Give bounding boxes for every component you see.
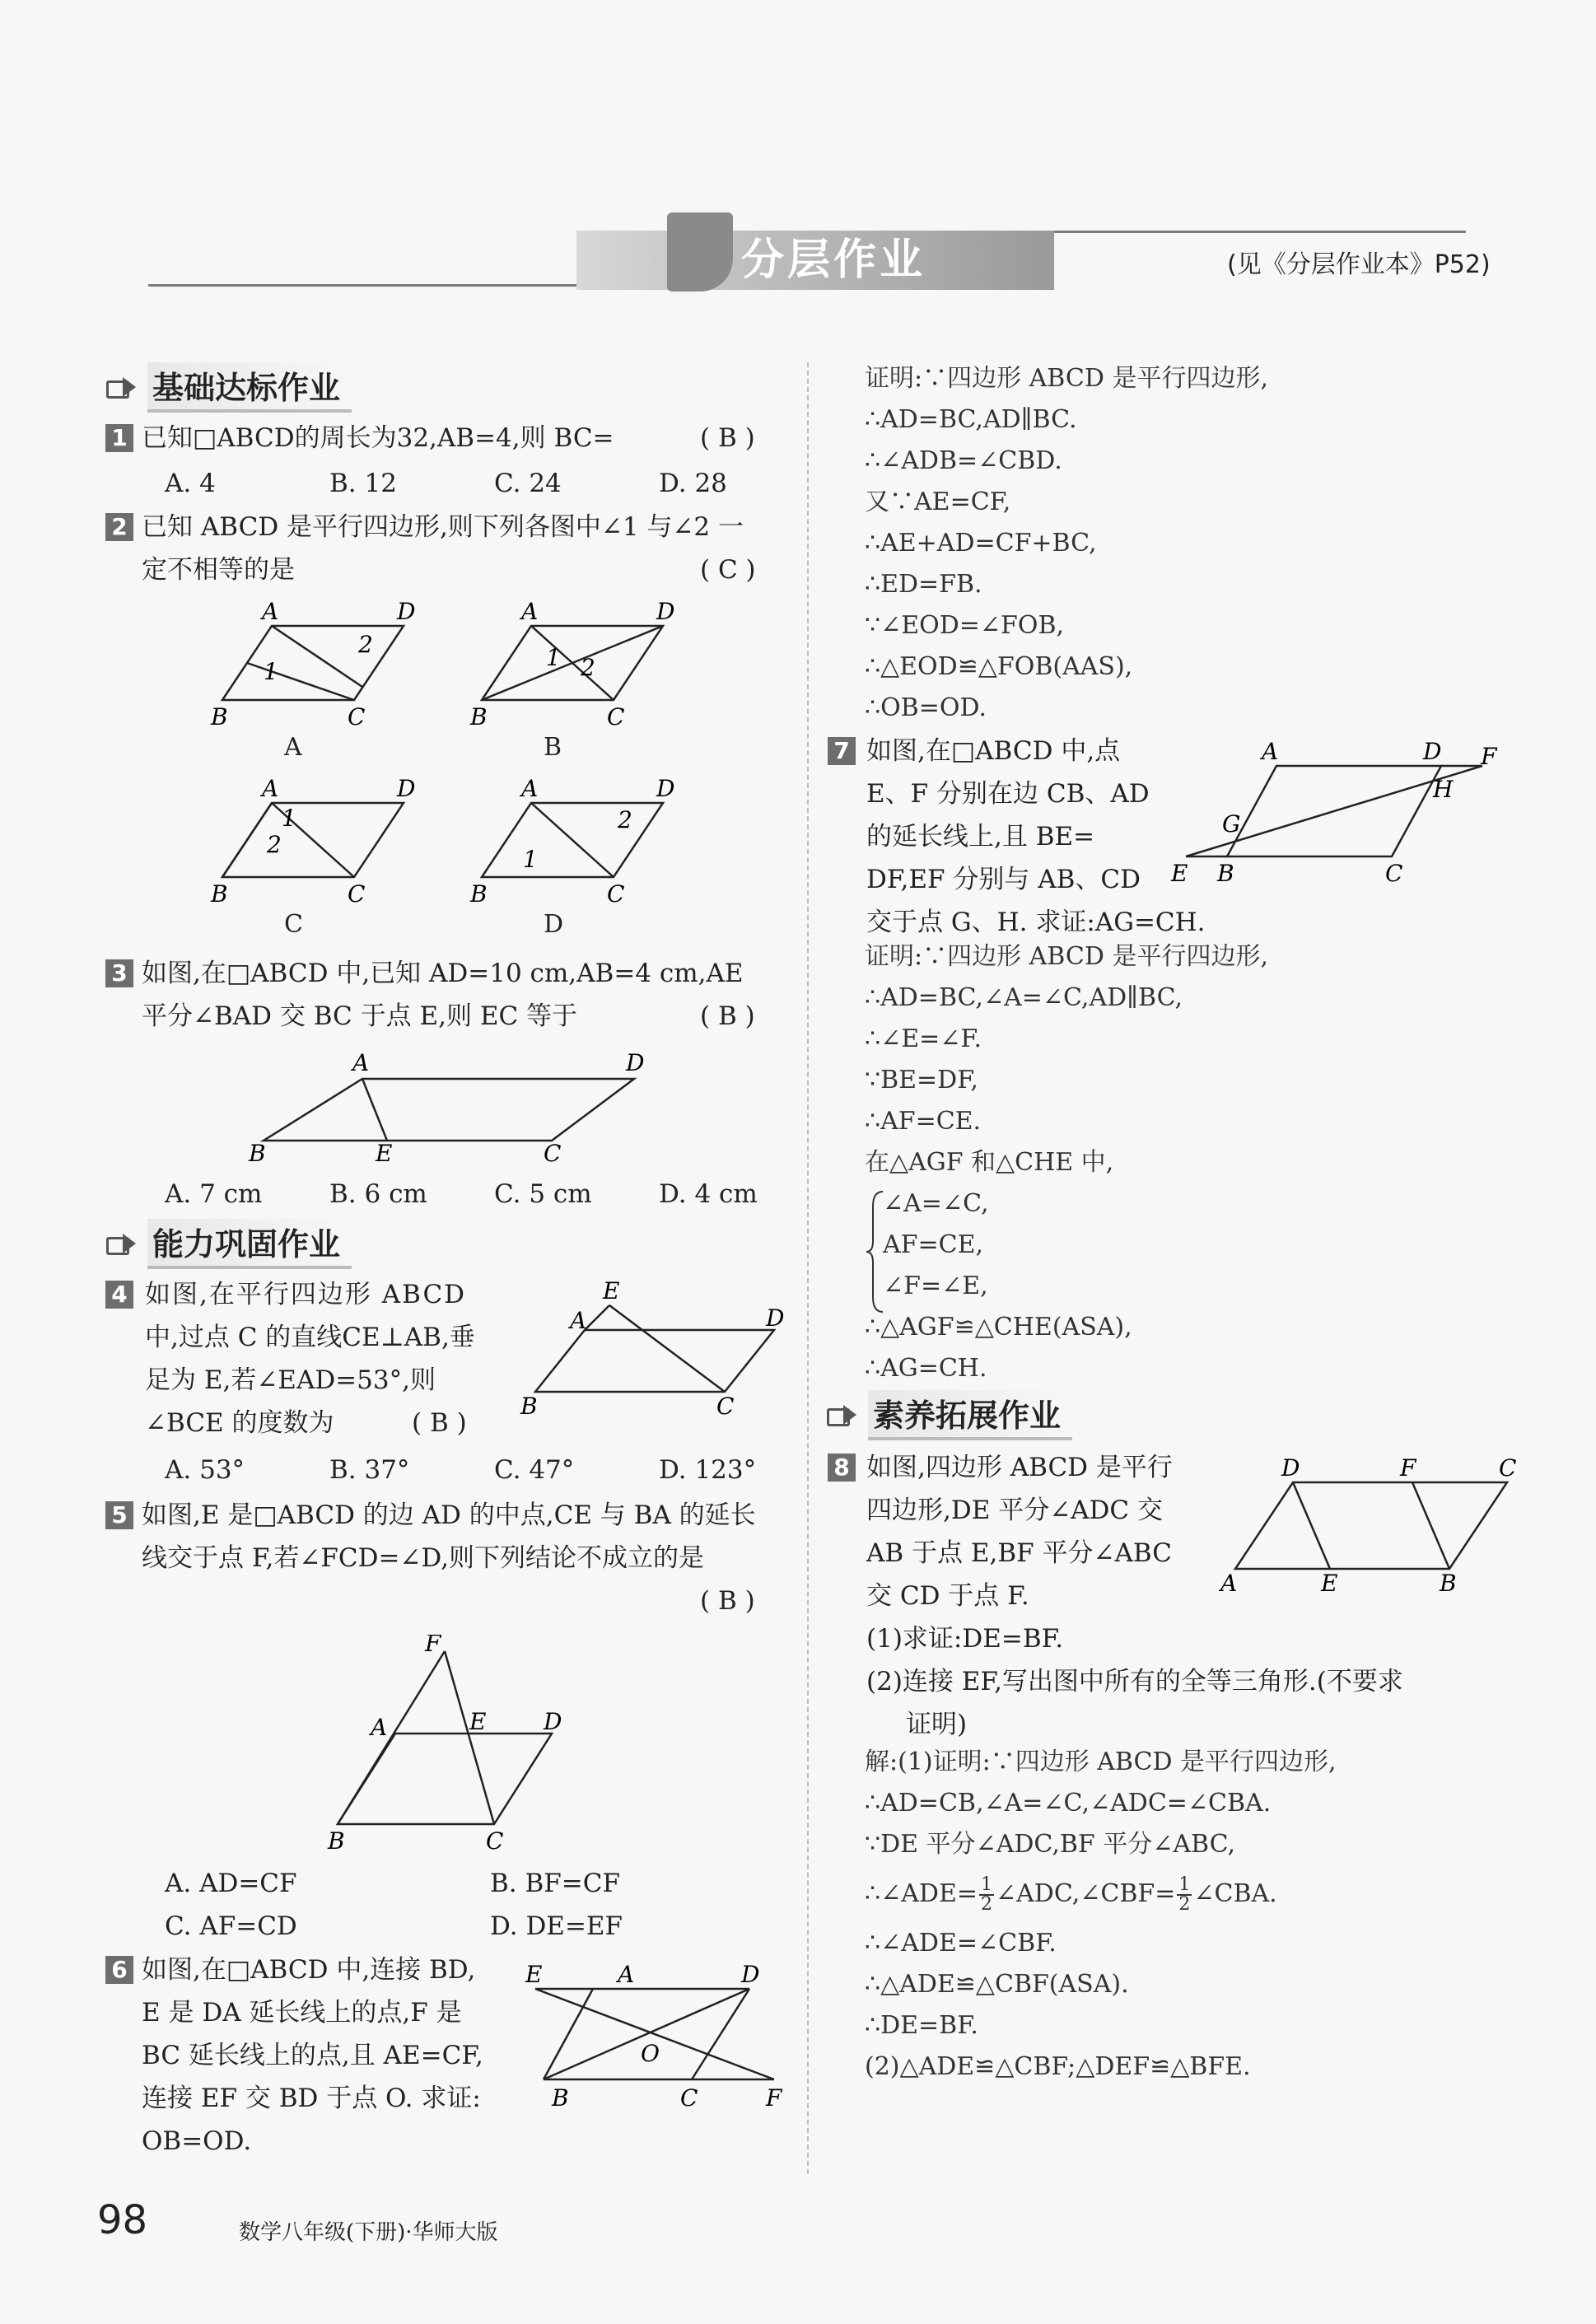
svg-text:O: O bbox=[641, 2040, 660, 2067]
q7-proof-line: ∴AG=CH. bbox=[865, 1354, 987, 1383]
q7-text-line1: 如图,在□ABCD 中,点 bbox=[866, 736, 1121, 766]
svg-text:D: D bbox=[397, 778, 416, 802]
arrow-icon bbox=[103, 369, 139, 405]
arrow-icon bbox=[824, 1397, 860, 1433]
q7-proof-line: ∴AD=BC,∠A=∠C,AD∥BC, bbox=[865, 983, 1183, 1012]
header-logo-icon bbox=[667, 212, 733, 292]
q3-answer: ( B ) bbox=[700, 1001, 755, 1031]
q3-option: D. 4 cm bbox=[659, 1179, 758, 1209]
svg-text:C: C bbox=[1385, 860, 1403, 887]
column-separator bbox=[807, 362, 809, 2174]
header-reference: (见《分层作业本》P52) bbox=[1227, 250, 1491, 279]
arrow-icon bbox=[103, 1225, 139, 1262]
q5-option: D. DE=EF bbox=[490, 1911, 623, 1941]
section-title: 能力巩固作业 bbox=[147, 1219, 352, 1269]
svg-text:D: D bbox=[656, 601, 675, 625]
svg-text:2: 2 bbox=[267, 831, 282, 858]
q8-frac-text-c: ∠CBA. bbox=[1193, 1879, 1277, 1908]
q1-text: 已知□ABCD的周长为32,AB=4,则 BC= bbox=[142, 423, 614, 453]
header-rule-left bbox=[148, 284, 576, 287]
svg-text:C: C bbox=[348, 880, 366, 908]
question-number: 7 bbox=[828, 737, 856, 765]
svg-text:E: E bbox=[603, 1281, 620, 1304]
q1-option: C. 24 bbox=[494, 469, 562, 498]
q7-text-line5: 交于点 G、H. 求证:AG=CH. bbox=[866, 908, 1206, 937]
q7-text-line2: E、F 分别在边 CB、AD bbox=[866, 779, 1150, 809]
q6-proof-line: ∴OB=OD. bbox=[865, 693, 987, 722]
svg-text:B: B bbox=[328, 1827, 345, 1855]
svg-text:A: A bbox=[521, 601, 539, 625]
svg-text:B: B bbox=[249, 1140, 266, 1167]
fraction-half bbox=[1177, 1876, 1192, 1914]
q8-solution-line: ∴AD=CB,∠A=∠C,∠ADC=∠CBA. bbox=[865, 1789, 1272, 1818]
svg-text:F: F bbox=[425, 1635, 441, 1657]
svg-text:D: D bbox=[1423, 738, 1442, 765]
page-number: 98 bbox=[97, 2197, 148, 2243]
q4-text-line3: 足为 E,若∠EAD=53°,则 bbox=[145, 1365, 436, 1395]
frac-den: 2 bbox=[1178, 1894, 1191, 1915]
svg-text:1: 1 bbox=[523, 846, 538, 873]
svg-text:A: A bbox=[1220, 1570, 1238, 1597]
svg-text:D: D bbox=[626, 1049, 645, 1076]
svg-text:C: C bbox=[348, 703, 366, 730]
q8-solution-fraction-line bbox=[865, 1871, 1277, 1917]
q8-text-line2: 四边形,DE 平分∠ADC 交 bbox=[866, 1496, 1163, 1525]
q3-text-line1: 如图,在□ABCD 中,已知 AD=10 cm,AB=4 cm,AE bbox=[142, 959, 744, 988]
svg-text:B: B bbox=[211, 880, 228, 908]
q8-solution-line: (2)△ADE≌△CBF;△DEF≌△BFE. bbox=[865, 2052, 1251, 2081]
q8-text-line4: 交 CD 于点 F. bbox=[866, 1581, 1029, 1611]
q2-text-line1: 已知 ABCD 是平行四边形,则下列各图中∠1 与∠2 一 bbox=[142, 512, 744, 542]
svg-text:A: A bbox=[618, 1961, 635, 1988]
svg-text:F: F bbox=[766, 2084, 782, 2112]
svg-text:D: D bbox=[741, 1961, 760, 1988]
svg-text:C: C bbox=[486, 1827, 504, 1855]
svg-text:C: C bbox=[716, 1393, 735, 1420]
q4-text-line2: 中,过点 C 的直线CE⊥AB,垂 bbox=[145, 1323, 475, 1352]
q8-solution-line: ∴△ADE≌△CBF(ASA). bbox=[865, 1970, 1129, 1999]
q6-text-line1: 如图,在□ABCD 中,连接 BD, bbox=[142, 1955, 476, 1985]
q1-option: A. 4 bbox=[165, 469, 216, 498]
q6-proof-line: ∴△EOD≌△FOB(AAS), bbox=[865, 652, 1133, 681]
svg-text:F: F bbox=[1481, 743, 1497, 770]
q2-figure-c bbox=[198, 778, 428, 910]
frac-num: 1 bbox=[1178, 1874, 1191, 1895]
q6-text-line5: OB=OD. bbox=[142, 2126, 252, 2156]
section-title: 素养拓展作业 bbox=[868, 1390, 1072, 1440]
q6-text-line2: E 是 DA 延长线上的点,F 是 bbox=[142, 1998, 462, 2028]
svg-text:E: E bbox=[1171, 860, 1188, 887]
svg-text:H: H bbox=[1433, 776, 1454, 803]
q5-answer: ( B ) bbox=[700, 1586, 755, 1616]
q5-figure bbox=[321, 1635, 593, 1857]
q2-fig-caption: C bbox=[284, 910, 303, 939]
question-number: 4 bbox=[105, 1281, 133, 1309]
question-number: 3 bbox=[105, 959, 133, 987]
svg-text:E: E bbox=[525, 1961, 543, 1988]
q6-proof-line: ∴AE+AD=CF+BC, bbox=[865, 529, 1097, 558]
q7-proof-line: ∴△AGF≌△CHE(ASA), bbox=[865, 1313, 1132, 1342]
svg-text:D: D bbox=[766, 1304, 785, 1332]
q4-figure bbox=[511, 1281, 791, 1429]
svg-text:2: 2 bbox=[618, 806, 632, 833]
svg-text:C: C bbox=[680, 2084, 698, 2112]
svg-text:1: 1 bbox=[264, 658, 278, 685]
svg-text:A: A bbox=[570, 1307, 587, 1334]
svg-text:1: 1 bbox=[282, 805, 296, 832]
q6-proof-line: 又∵AE=CF, bbox=[865, 488, 1011, 516]
svg-text:B: B bbox=[1217, 860, 1234, 887]
svg-text:E: E bbox=[376, 1140, 393, 1167]
q2-text-line2: 定不相等的是 bbox=[142, 555, 295, 585]
q2-fig-caption: A bbox=[284, 733, 302, 762]
svg-text:B: B bbox=[470, 703, 488, 730]
svg-text:A: A bbox=[521, 778, 539, 802]
q2-answer: ( C ) bbox=[700, 555, 756, 585]
q1-option: B. 12 bbox=[329, 469, 397, 498]
section-title: 基础达标作业 bbox=[147, 362, 352, 413]
question-number: 6 bbox=[105, 1956, 133, 1984]
q2-figure-b bbox=[457, 601, 688, 733]
question-number: 1 bbox=[105, 424, 133, 452]
header-rule-right bbox=[1029, 231, 1466, 233]
svg-text:B: B bbox=[211, 703, 228, 730]
q6-proof-line: ∴ED=FB. bbox=[865, 570, 982, 599]
q8-frac-text-a: ∴∠ADE= bbox=[865, 1879, 978, 1908]
q8-part2-line1: (2)连接 EF,写出图中所有的全等三角形.(不要求 bbox=[866, 1667, 1403, 1696]
book-title: 数学八年级(下册)·华师大版 bbox=[239, 2220, 498, 2245]
q8-part1: (1)求证:DE=BF. bbox=[866, 1624, 1064, 1654]
svg-text:D: D bbox=[397, 601, 416, 625]
svg-text:C: C bbox=[1499, 1454, 1517, 1482]
q6-proof-line: ∴∠ADB=∠CBD. bbox=[865, 446, 1062, 475]
q4-option: D. 123° bbox=[659, 1455, 757, 1485]
svg-text:B: B bbox=[1440, 1570, 1457, 1597]
svg-text:1: 1 bbox=[546, 644, 561, 671]
svg-text:B: B bbox=[470, 880, 488, 908]
q6-text-line3: BC 延长线上的点,且 AE=CF, bbox=[142, 2041, 483, 2070]
q7-text-line3: 的延长线上,且 BE= bbox=[866, 822, 1095, 852]
q6-figure bbox=[519, 1956, 791, 2121]
q8-solution-line: ∴∠ADE=∠CBF. bbox=[865, 1929, 1057, 1958]
q8-part2-line2: 证明) bbox=[906, 1710, 968, 1739]
q7-proof-line: ∴AF=CE. bbox=[865, 1107, 982, 1136]
fraction-half bbox=[979, 1876, 994, 1914]
section-extension bbox=[824, 1392, 1072, 1438]
q7-proof-line: 证明:∵四边形 ABCD 是平行四边形, bbox=[865, 942, 1268, 971]
q7-proof-line: ∠A=∠C, bbox=[883, 1189, 989, 1218]
q1-answer: ( B ) bbox=[700, 423, 755, 453]
q2-fig-caption: D bbox=[544, 910, 564, 939]
section-ability bbox=[103, 1220, 352, 1267]
svg-text:B: B bbox=[520, 1393, 538, 1420]
q3-option: B. 6 cm bbox=[329, 1179, 427, 1209]
q6-proof-line: ∵∠EOD=∠FOB, bbox=[865, 611, 1065, 640]
q4-option: A. 53° bbox=[165, 1455, 245, 1485]
header-title: 分层作业 bbox=[741, 236, 926, 285]
q7-proof-line: AF=CE, bbox=[883, 1230, 984, 1259]
q4-option: B. 37° bbox=[329, 1455, 410, 1485]
q5-option: C. AF=CD bbox=[165, 1911, 297, 1941]
q4-answer: ( B ) bbox=[412, 1408, 467, 1438]
question-number: 5 bbox=[105, 1501, 133, 1529]
q7-proof-line: 在△AGF 和△CHE 中, bbox=[865, 1148, 1114, 1177]
svg-text:A: A bbox=[262, 601, 279, 625]
q5-text-line1: 如图,E 是□ABCD 的边 AD 的中点,CE 与 BA 的延长 bbox=[142, 1500, 756, 1530]
q5-option: B. BF=CF bbox=[490, 1869, 620, 1898]
q8-solution-line: ∵DE 平分∠ADC,BF 平分∠ABC, bbox=[865, 1830, 1236, 1859]
q7-text-line4: DF,EF 分别与 AB、CD bbox=[866, 865, 1141, 894]
q8-frac-text-b: ∠ADC,∠CBF= bbox=[995, 1879, 1176, 1908]
q1-option: D. 28 bbox=[659, 469, 727, 498]
q4-text-line4: ∠BCE 的度数为 bbox=[145, 1408, 334, 1438]
svg-text:F: F bbox=[1400, 1454, 1416, 1482]
svg-text:A: A bbox=[371, 1714, 388, 1741]
q6-text-line4: 连接 EF 交 BD 于点 O. 求证: bbox=[142, 2084, 481, 2113]
q8-text-line1: 如图,四边形 ABCD 是平行 bbox=[866, 1453, 1173, 1482]
svg-text:A: A bbox=[262, 778, 279, 802]
svg-text:B: B bbox=[552, 2084, 569, 2112]
svg-text:E: E bbox=[469, 1708, 487, 1735]
svg-text:2: 2 bbox=[581, 654, 595, 681]
svg-text:C: C bbox=[544, 1140, 562, 1167]
q7-proof-line: ∠F=∠E, bbox=[883, 1272, 988, 1300]
svg-text:A: A bbox=[352, 1049, 370, 1076]
svg-text:C: C bbox=[607, 703, 625, 730]
q3-option: C. 5 cm bbox=[494, 1179, 592, 1209]
q2-fig-caption: B bbox=[544, 733, 562, 762]
svg-text:A: A bbox=[1262, 738, 1279, 765]
section-basic bbox=[103, 364, 352, 410]
q8-text-line3: AB 于点 E,BF 平分∠ABC bbox=[866, 1538, 1172, 1568]
frac-den: 2 bbox=[980, 1894, 992, 1915]
q8-figure bbox=[1219, 1449, 1532, 1598]
q7-brace bbox=[866, 1190, 884, 1314]
svg-text:C: C bbox=[607, 880, 625, 908]
q7-figure bbox=[1169, 733, 1515, 889]
frac-num: 1 bbox=[980, 1874, 992, 1895]
q8-solution-line: ∴DE=BF. bbox=[865, 2011, 978, 2040]
svg-text:G: G bbox=[1222, 810, 1241, 838]
q6-proof-line: 证明:∵四边形 ABCD 是平行四边形, bbox=[865, 364, 1268, 393]
svg-text:D: D bbox=[656, 778, 675, 802]
q6-proof-line: ∴AD=BC,AD∥BC. bbox=[865, 405, 1077, 434]
q4-text-line1: 如图,在平行四边形 ABCD bbox=[145, 1280, 467, 1309]
q5-option: A. AD=CF bbox=[165, 1869, 297, 1898]
q3-text-line2: 平分∠BAD 交 BC 于点 E,则 EC 等于 bbox=[142, 1001, 578, 1031]
question-number: 8 bbox=[828, 1454, 856, 1482]
svg-text:E: E bbox=[1321, 1570, 1338, 1597]
question-number: 2 bbox=[105, 513, 133, 541]
q2-figure-d bbox=[457, 778, 688, 910]
q5-text-line2: 线交于点 F,若∠FCD=∠D,则下列结论不成立的是 bbox=[142, 1543, 704, 1573]
q7-proof-line: ∴∠E=∠F. bbox=[865, 1024, 982, 1053]
svg-text:D: D bbox=[544, 1708, 562, 1735]
q7-proof-line: ∵BE=DF, bbox=[865, 1066, 978, 1094]
svg-text:D: D bbox=[1281, 1454, 1300, 1482]
q2-figure-a bbox=[198, 601, 428, 733]
q3-option: A. 7 cm bbox=[165, 1179, 263, 1209]
q3-figure bbox=[239, 1046, 659, 1169]
svg-text:2: 2 bbox=[358, 631, 373, 658]
q8-solution-line: 解:(1)证明:∵四边形 ABCD 是平行四边形, bbox=[865, 1748, 1337, 1776]
q4-option: C. 47° bbox=[494, 1455, 575, 1485]
